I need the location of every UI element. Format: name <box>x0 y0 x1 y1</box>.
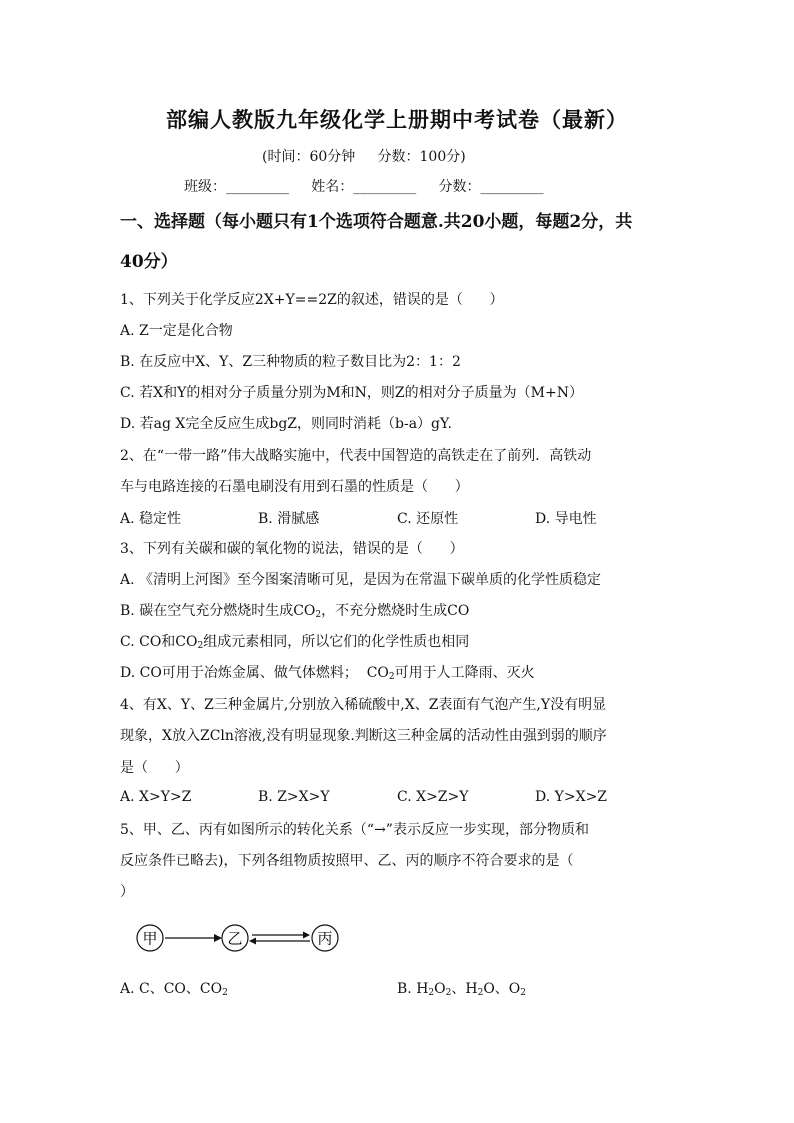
q2-option-a: A. 稳定性 <box>120 511 182 527</box>
q3-option-d-text2: 可用于人工降雨、灭火 <box>394 665 535 681</box>
arrow-jia-to-yi-head <box>214 934 222 942</box>
q3-stem: 3、下列有关碳和碳的氧化物的说法，错误的是（ ） <box>120 541 464 557</box>
q3-option-a: A. 《清明上河图》至今图案清晰可见，是因为在常温下碳单质的化学性质稳定 <box>120 572 602 588</box>
q1-option-a: A. Z一定是化合物 <box>120 323 233 339</box>
q3-option-b-subscript: 2 <box>315 610 322 620</box>
q5-option-b-text1: B. H <box>397 981 429 997</box>
q5-stem-line2: 反应条件已略去)，下列各组物质按照甲、乙、丙的顺序不符合要求的是（ <box>120 853 574 869</box>
q3-option-b <box>120 601 469 625</box>
q2-option-d: D. 导电性 <box>535 511 597 527</box>
q3-option-c <box>120 632 469 656</box>
exam-time-score: (时间：60分钟 分数：100分) <box>262 149 466 165</box>
q5-option-b-text3: 、H <box>451 981 478 997</box>
q4-option-c: C. X>Z>Y <box>397 789 469 805</box>
q2-stem-line2: 车与电路连接的石墨电刷没有用到石墨的性质是（ ） <box>120 479 469 495</box>
q5-option-b-text2: O <box>434 981 446 997</box>
q1-option-c: C. 若X和Y的相对分子质量分别为M和N，则Z的相对分子质量为（M+N） <box>120 385 583 401</box>
q5-option-a-text: A. C、CO、CO <box>120 981 223 997</box>
q1-stem: 1、下列关于化学反应2X+Y==2Z的叙述，错误的是（ ） <box>120 292 504 308</box>
q3-option-c-subscript: 2 <box>197 641 204 651</box>
q5-option-b-sub1: 2 <box>428 988 435 998</box>
q2-option-b: B. 滑腻感 <box>258 511 320 527</box>
arrow-yi-to-bing-head <box>303 932 310 939</box>
q3-option-b-text2: ，不充分燃烧时生成CO <box>321 603 470 619</box>
q3-option-d-subscript: 2 <box>388 672 395 682</box>
q3-option-c-text1: C. CO和CO <box>120 634 198 650</box>
q3-option-c-text2: 组成元素相同，所以它们的化学性质也相同 <box>203 634 470 650</box>
student-info-line: 班级：_________ 姓名：_________ 分数：_________ <box>184 179 544 195</box>
arrow-bing-to-yi-head <box>249 938 256 945</box>
q5-stem-line3: ） <box>120 884 134 900</box>
section-heading-choice <box>120 202 680 282</box>
q5-option-b-sub3: 2 <box>477 988 484 998</box>
q5-option-a-subscript: 2 <box>222 988 228 998</box>
q4-option-d: D. Y>X>Z <box>535 789 608 805</box>
q5-option-b-sub4: 2 <box>520 988 527 998</box>
q5-option-b-text4: O、O <box>483 981 521 997</box>
q5-stem-line1: 5、甲、乙、丙有如图所示的转化关系（“→”表示反应一步实现，部分物质和 <box>120 822 589 838</box>
page-title: 部编人教版九年级化学上册期中考试卷（最新） <box>166 107 628 132</box>
section-heading-line1: 一、选择题（每小题只有1个选项符合题意.共20小题，每题2分，共 <box>120 212 633 232</box>
node-yi-label: 乙 <box>227 929 243 948</box>
q1-option-b: B. 在反应中X、Y、Z三种物质的粒子数目比为2：1：2 <box>120 354 461 370</box>
node-bing-label: 丙 <box>317 929 333 948</box>
q4-stem-line1: 4、有X、Y、Z三种金属片,分别放入稀硫酸中,X、Z表面有气泡产生,Y没有明显 <box>120 697 607 713</box>
q5-option-b-sub2: 2 <box>445 988 452 998</box>
node-jia-label: 甲 <box>142 929 158 948</box>
q4-option-b: B. Z>X>Y <box>258 789 330 805</box>
q4-option-a: A. X>Y>Z <box>120 789 192 805</box>
q1-option-d: D. 若ag X完全反应生成bgZ，则同时消耗（b-a）gY. <box>120 416 452 432</box>
q3-option-b-text1: B. 碳在空气充分燃烧时生成CO <box>120 603 316 619</box>
q3-option-d <box>120 663 535 687</box>
q5-option-a <box>120 978 228 998</box>
q5-option-b <box>397 978 526 998</box>
q4-stem-line3: 是（ ） <box>120 760 189 776</box>
conversion-diagram <box>128 918 358 958</box>
section-heading-line2: 40分） <box>120 252 178 272</box>
q4-stem-line2: 现象，X放入ZCln溶液,没有明显现象.判断这三种金属的活动性由强到弱的顺序 <box>120 728 607 744</box>
q3-option-d-text1: D. CO可用于冶炼金属、做气体燃料； CO <box>120 665 389 681</box>
q2-stem-line1: 2、在“一带一路”伟大战略实施中，代表中国智造的高铁走在了前列．高铁动 <box>120 448 592 464</box>
q2-option-c: C. 还原性 <box>397 511 459 527</box>
